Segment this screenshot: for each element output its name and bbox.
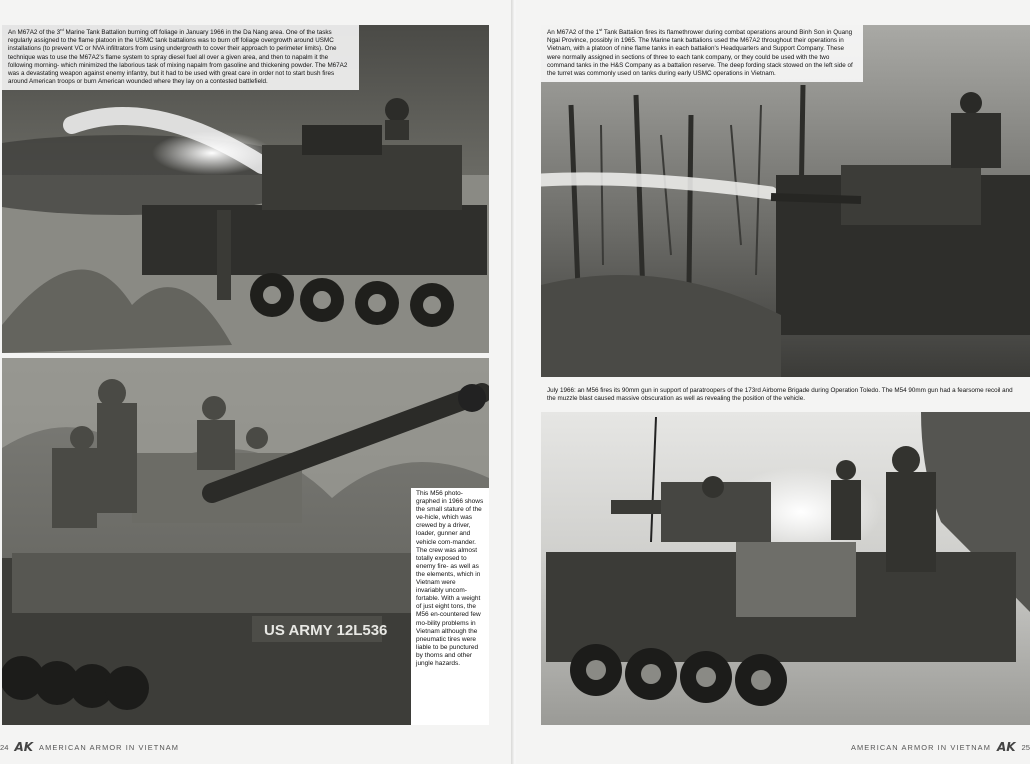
left-running-title: AMERICAN ARMOR IN VIETNAM bbox=[39, 742, 180, 752]
photo-m56-firing-image bbox=[541, 412, 1030, 725]
top-right-caption: An M67A2 of the 1st Tank Battalion fires its flamethrower during combat operations around Binh Son in Quang Ngai Province, possibly in 1965. The Marine tank battalions used the M67A2 throughout their operations in Vietnam, with a platoon of nine flame tanks in each battalion's Headquarters and Support Company. These were normally assigned in sections of three to each tank company, or they could be used with the two command tanks in the H&S Company as a battalion reserve. The deep fording stack stowed on the left side of the turret was commonly used on tanks during early USMC operations in Vietnam. bbox=[541, 25, 863, 82]
photo-m56-firing bbox=[541, 412, 1030, 725]
m56-sidebar-caption: This M56 photo-graphed in 1966 shows the small stature of the ve-hicle, which was crewed by a driver, loader, gunner and vehicle com-mander. The crew was almost totally exposed to enemy fire- as well as the elements, which in Vietnam were invariably uncom-fortable. With a weight of just eight tons, the M56 en-countered few mo-bility problems in Vietnam although the pneumatic tires were liable to be punctured by thorns and other jungle hazards. bbox=[411, 488, 489, 725]
photo-m67a2-flamethrower-forest bbox=[541, 25, 1030, 377]
left-page bbox=[0, 0, 513, 764]
hull-marking: US ARMY 12L536 bbox=[264, 622, 388, 639]
right-running-title: AMERICAN ARMOR IN VIETNAM bbox=[850, 742, 991, 752]
right-page bbox=[516, 0, 1030, 764]
left-footer bbox=[0, 740, 179, 754]
top-left-caption: An M67A2 of the 3rd Marine Tank Battalion burning off foliage in January 1966 in the Da Nang area. One of the tasks regularly assigned to the flame platoon in the USMC tank battalions was to burn off foliage overgrowth around USMC installations (to prevent VC or NVA infiltrators from using undergrowth to cover their approach to perimeter limits). One technique was to use the M67A2's flame system to spray diesel fuel all over a given area, and then to napalm it the following morning- which minimized the laborious task of mixing napalm from gasoline and thickening powder. The M67A2 was a devastating weapon against enemy infantry, but it had to be used with great care in order not to start bush fires around American troops or burn American wounded where they lay on a contested battlefield. bbox=[2, 25, 359, 90]
m56-firing-caption: July 1966: an M56 fires its 90mm gun in support of paratroopers of the 173rd Airborne Brigade during Operation Toledo. The M54 90mm gun had a fearsome recoil and the muzzle blast caused massive obscuration as well as revealing the position of the vehicle. bbox=[547, 387, 1013, 403]
photo-m67a2-burning-foliage bbox=[2, 25, 489, 353]
photo-m56-crew bbox=[2, 358, 489, 725]
right-page-number: 25 bbox=[1021, 742, 1030, 752]
left-page-number: 24 bbox=[0, 742, 9, 752]
ak-logo-right: AK bbox=[996, 740, 1016, 754]
right-footer bbox=[851, 740, 1030, 754]
ak-logo: AK bbox=[14, 740, 34, 754]
